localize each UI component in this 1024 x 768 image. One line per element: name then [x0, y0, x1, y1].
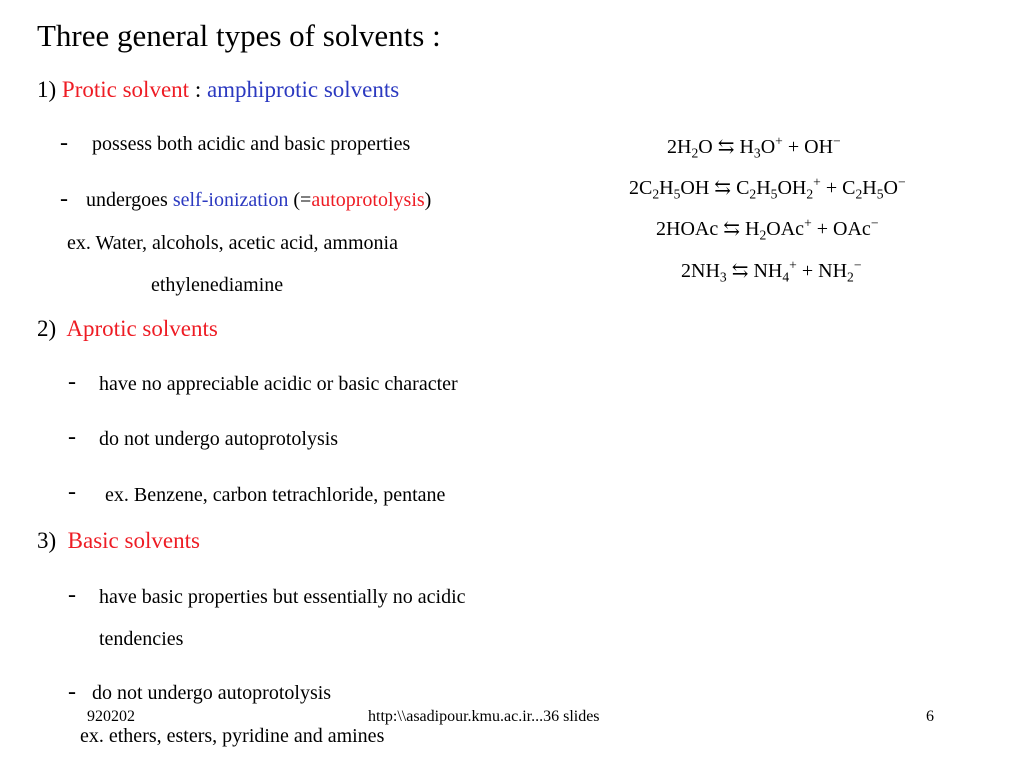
section-1-example-line-2: ethylenediamine: [151, 274, 284, 296]
section-3-bullet-2: do not undergo autoprotolysis: [92, 682, 332, 704]
section-1-bullet-2: [86, 189, 431, 212]
bullet-dash: -: [68, 369, 76, 395]
section-3-bullet-1-line-2: tendencies: [99, 628, 184, 650]
footer-page-number: 6: [926, 708, 934, 725]
bullet-2-prefix: undergoes: [86, 189, 168, 211]
section-1-name: Protic solvent: [61, 77, 190, 102]
section-2-number: 2): [37, 316, 57, 341]
section-2-name: Aprotic solvents: [66, 316, 218, 341]
paren-open: (=: [293, 189, 312, 211]
equation-water: $2H_2O$ ⇆ $H_3O^+ + OH^-$: [667, 133, 841, 161]
section-3-number: 3): [37, 528, 57, 553]
section-1-number: 1): [37, 77, 57, 102]
bullet-dash: -: [68, 582, 76, 608]
section-3-example: ex. ethers, esters, pyridine and amines: [80, 725, 385, 747]
section-1-example-line-1: ex. Water, alcohols, acetic acid, ammonia: [67, 232, 398, 254]
bullet-dash: -: [60, 130, 68, 156]
section-3-name: Basic solvents: [67, 528, 200, 553]
equation-ammonia: $2NH_3$ ⇆ $NH_4^+ + NH_2^-$: [681, 257, 862, 285]
bullet-dash: -: [60, 186, 68, 212]
slide-title: Three general types of solvents :: [37, 18, 441, 53]
section-2-bullet-1: have no appreciable acidic or basic character: [99, 373, 458, 395]
section-1-bullet-1: possess both acidic and basic properties: [92, 133, 411, 155]
footer-date: 920202: [87, 708, 135, 725]
section-1-subtitle: amphiprotic solvents: [206, 77, 400, 102]
bullet-dash: -: [68, 679, 76, 705]
section-3-bullet-1-line-1: have basic properties but essentially no acidic: [99, 586, 466, 608]
paren-close: ): [424, 189, 432, 211]
equation-ethanol: $2C_2H_5OH$ ⇆ $C_2H_5OH_2^+ + C_2H_5O^-$: [629, 174, 906, 202]
bullet-dash: -: [68, 424, 76, 450]
section-3-heading: [37, 528, 200, 554]
section-1-heading: [37, 77, 399, 103]
section-1-separator: :: [194, 77, 202, 102]
section-2-heading: [37, 316, 218, 342]
section-2-bullet-2: do not undergo autoprotolysis: [99, 428, 339, 450]
self-ionization-term: self-ionization: [172, 189, 289, 211]
equation-acetic-acid: 2HOAc ⇆ $H_2OAc^+ + OAc^-$: [656, 215, 879, 243]
autoprotolysis-term: autoprotolysis: [311, 189, 425, 211]
footer-source: http:\\asadipour.kmu.ac.ir...36 slides: [368, 708, 600, 725]
bullet-dash: -: [68, 479, 76, 505]
section-2-bullet-3: ex. Benzene, carbon tetrachloride, pentane: [105, 484, 446, 506]
